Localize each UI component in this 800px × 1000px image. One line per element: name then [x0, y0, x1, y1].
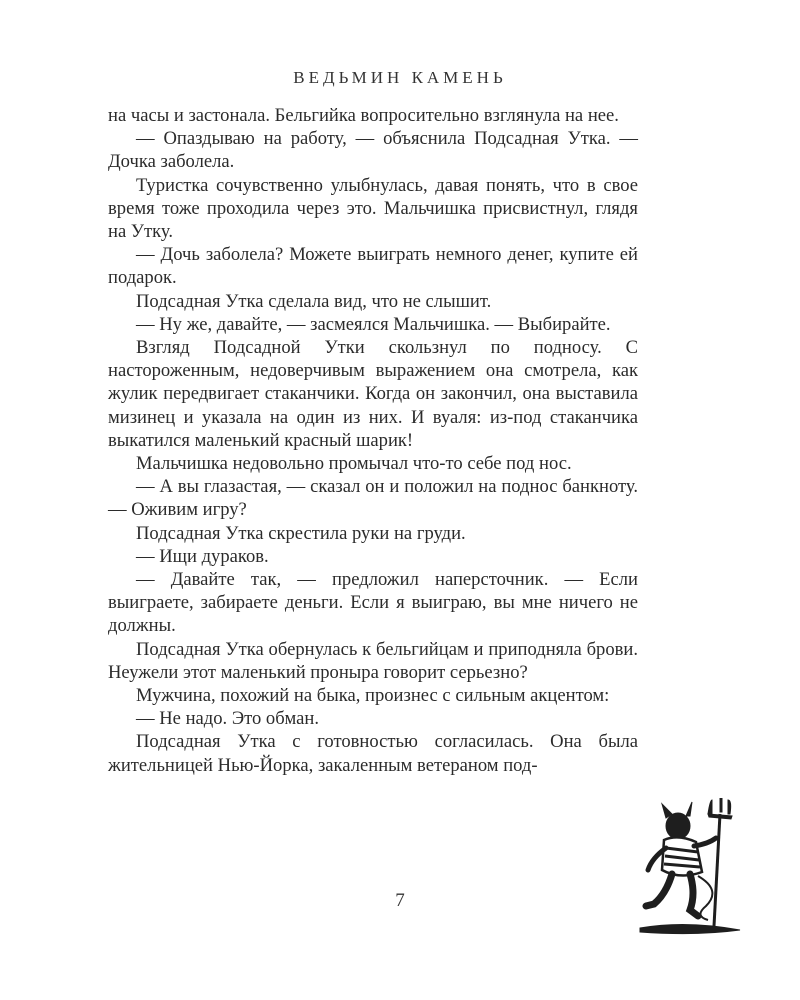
ground-shadow [640, 924, 740, 933]
paragraph: Взгляд Подсадной Утки скользнул по подносу. С настороженным, недоверчивым выражением она смотрела, как жулик передвигает стаканчики. Когда он закончил, она выставила мизинец и указала на один из них. И вуаля: из-под стаканчика выкатился маленький красный шарик! [108, 337, 638, 451]
paragraph: Мальчишка недовольно промычал что-то себе под нос. [136, 453, 572, 475]
paragraph: Подсадная Утка обернулась к бельгийцам и приподняла брови. Неужели этот маленький проныра говорит серьезно? [108, 638, 638, 683]
pitchfork-prongs [708, 798, 731, 814]
paragraph: Подсадная Утка скрестила руки на груди. [136, 522, 466, 544]
paragraph: — Ну же, давайте, — засмеялся Мальчишка. — Выбирайте. [136, 313, 611, 335]
paragraph: Мужчина, похожий на быка, произнес с сильным акцентом: [136, 685, 610, 707]
paragraph: Подсадная Утка с готовностью согласилась. Она была жительницей Нью-Йорка, закаленным ветераном под- [108, 731, 638, 776]
running-head: ВЕДЬМИН КАМЕНЬ [293, 68, 507, 87]
paragraph: Подсадная Утка сделала вид, что не слышит. [136, 290, 492, 312]
paragraph: — Давайте так, — предложил наперсточник. — Если выиграете, забираете деньги. Если я выиграю, вы мне ничего не должны. [108, 569, 638, 637]
pitchfork-shaft [714, 814, 720, 926]
paragraph: — Не надо. Это обман. [136, 708, 319, 730]
paragraph: — Дочь заболела? Можете выиграть немного денег, купите ей подарок. [108, 244, 638, 289]
devil-tail [698, 876, 712, 920]
body-text [108, 104, 638, 777]
right-horn [686, 802, 692, 816]
page-number: 7 [395, 890, 405, 911]
paragraph: на часы и застонала. Бельгийка вопросительно взглянула на нее. [108, 105, 619, 126]
devil-head [666, 813, 690, 839]
paragraph: — А вы глазастая, — сказал он и положил на поднос банкноту. — Оживим игру? [108, 476, 638, 521]
paragraph: — Ищи дураков. [136, 545, 269, 567]
paragraph: Туристка сочувственно улыбнулась, давая понять, что в свое время тоже проходила через это. Мальчишка присвистнул, глядя на Утку. [108, 174, 638, 243]
paragraph: — Опаздываю на работу, — объяснила Подсадная Утка. — Дочка заболела. [108, 128, 638, 173]
devil-with-pitchfork-icon [636, 798, 746, 938]
